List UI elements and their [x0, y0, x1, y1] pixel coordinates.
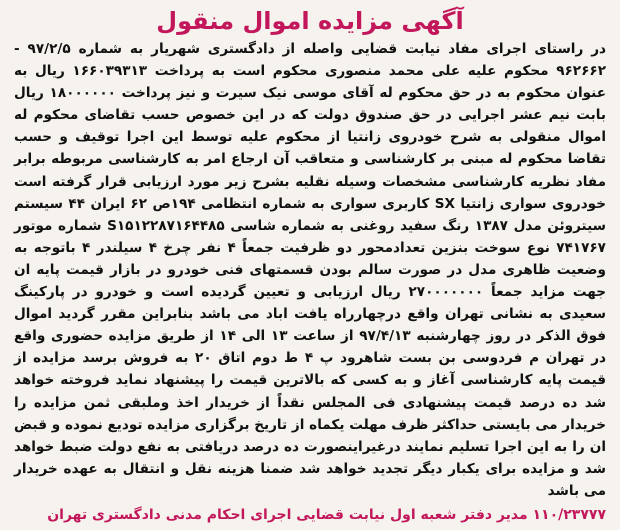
notice-body: در راستای اجرای مفاد نیابت قضایی واصله از دادگستری شهریار به شماره ۹۷/۲/۵ - ۹۶۲۶۶۲ محکوم علیه علی محمد منصوری محکوم است به پرداخت ۱۶۶۰۳۹۳۱۳ ریال به عنوان محکوم به در حق محکوم له آقای موسی نیک سیرت و نیز پرداخت ۱۸۰۰۰۰۰۰ ریال بابت نیم عشر اجرایی در حق صندوق دولت که در این خصوص حسب تقاضای محکوم له اموال منقولی به شرح خودروی زانتیا از محکوم علیه توسط این اجرا توقیف و حسب تقاضا محکوم له مبنی بر کارشناسی و متعاقب آن ارجاع امر به کارشناسی مربوطه برابر مفاد نظریه کارشناسی مشخصات وسیله نقلیه بشرح زیر مورد ارزیابی قرار گرفته است خودروی سواری زانتیا SX کاربری سواری به شماره انتظامی ۱۹۴ص ۶۲ ایران ۴۴ سیستم سیتروئن مدل ۱۳۸۷ رنگ سفید روغنی به شماره شاسی S۱۵۱۲۲۸۷۱۶۴۴۸۵ شماره موتور ۷۴۱۷۶۷ نوع سوخت بنزین تعدادمحور دو ظرفیت جمعاً ۴ نفر چرخ ۴ سیلندر ۴ باتوجه به وضعیت ظاهری مدل در صورت سالم بودن قسمتهای فنی خودرو در بازار قیمت پایه ان جهت مزاید جمعاً ۲۷۰۰۰۰۰۰۰ ریال ارزیابی و تعیین گردیده است و خودرو در پارکینگ سعیدی به نشانی تهران واقع درچهارراه یافت اباد می باشد بنابراین مقرر گردید اموال فوق الذکر در روز چهارشنبه ۹۷/۴/۱۳ از ساعت ۱۳ الی ۱۴ از طریق مزایده حضوری واقع در تهران م فردوسی بن بست شاهرود پ ۴ ط دوم اتاق ۲۰ به فروش برسد مزایده از قیمت پایه کارشناسی آغاز و به کسی که بالاترین قیمت را پیشنهاد نماید فروخته خواهد شد ده درصد قیمت پیشنهادی فی المجلس نقداً از خریدار اخذ وملبقی ثمن مزایده را خریدار می بایستی حداکثر ظرف مهلت یکماه از تاریخ برگزاری مزایده تودیع نموده و قبض ان را به این اجرا تسلیم نمایند درغیراینصورت ده درصد دریافتی به نفع دولت ضبط خواهد شد و مزایده برای یکبار دیگر تجدید خواهد شد ضمنا هزینه نقل و انتقال به عهده خریدار می باشد [14, 41, 606, 499]
notice-signature: ۱۱۰/۲۳۷۷۷ مدیر دفتر شعبه اول نیابت قضایی اجرای احکام مدنی دادگستری تهران [47, 506, 606, 523]
notice-title: آگهی مزایده اموال منقول [156, 7, 464, 35]
